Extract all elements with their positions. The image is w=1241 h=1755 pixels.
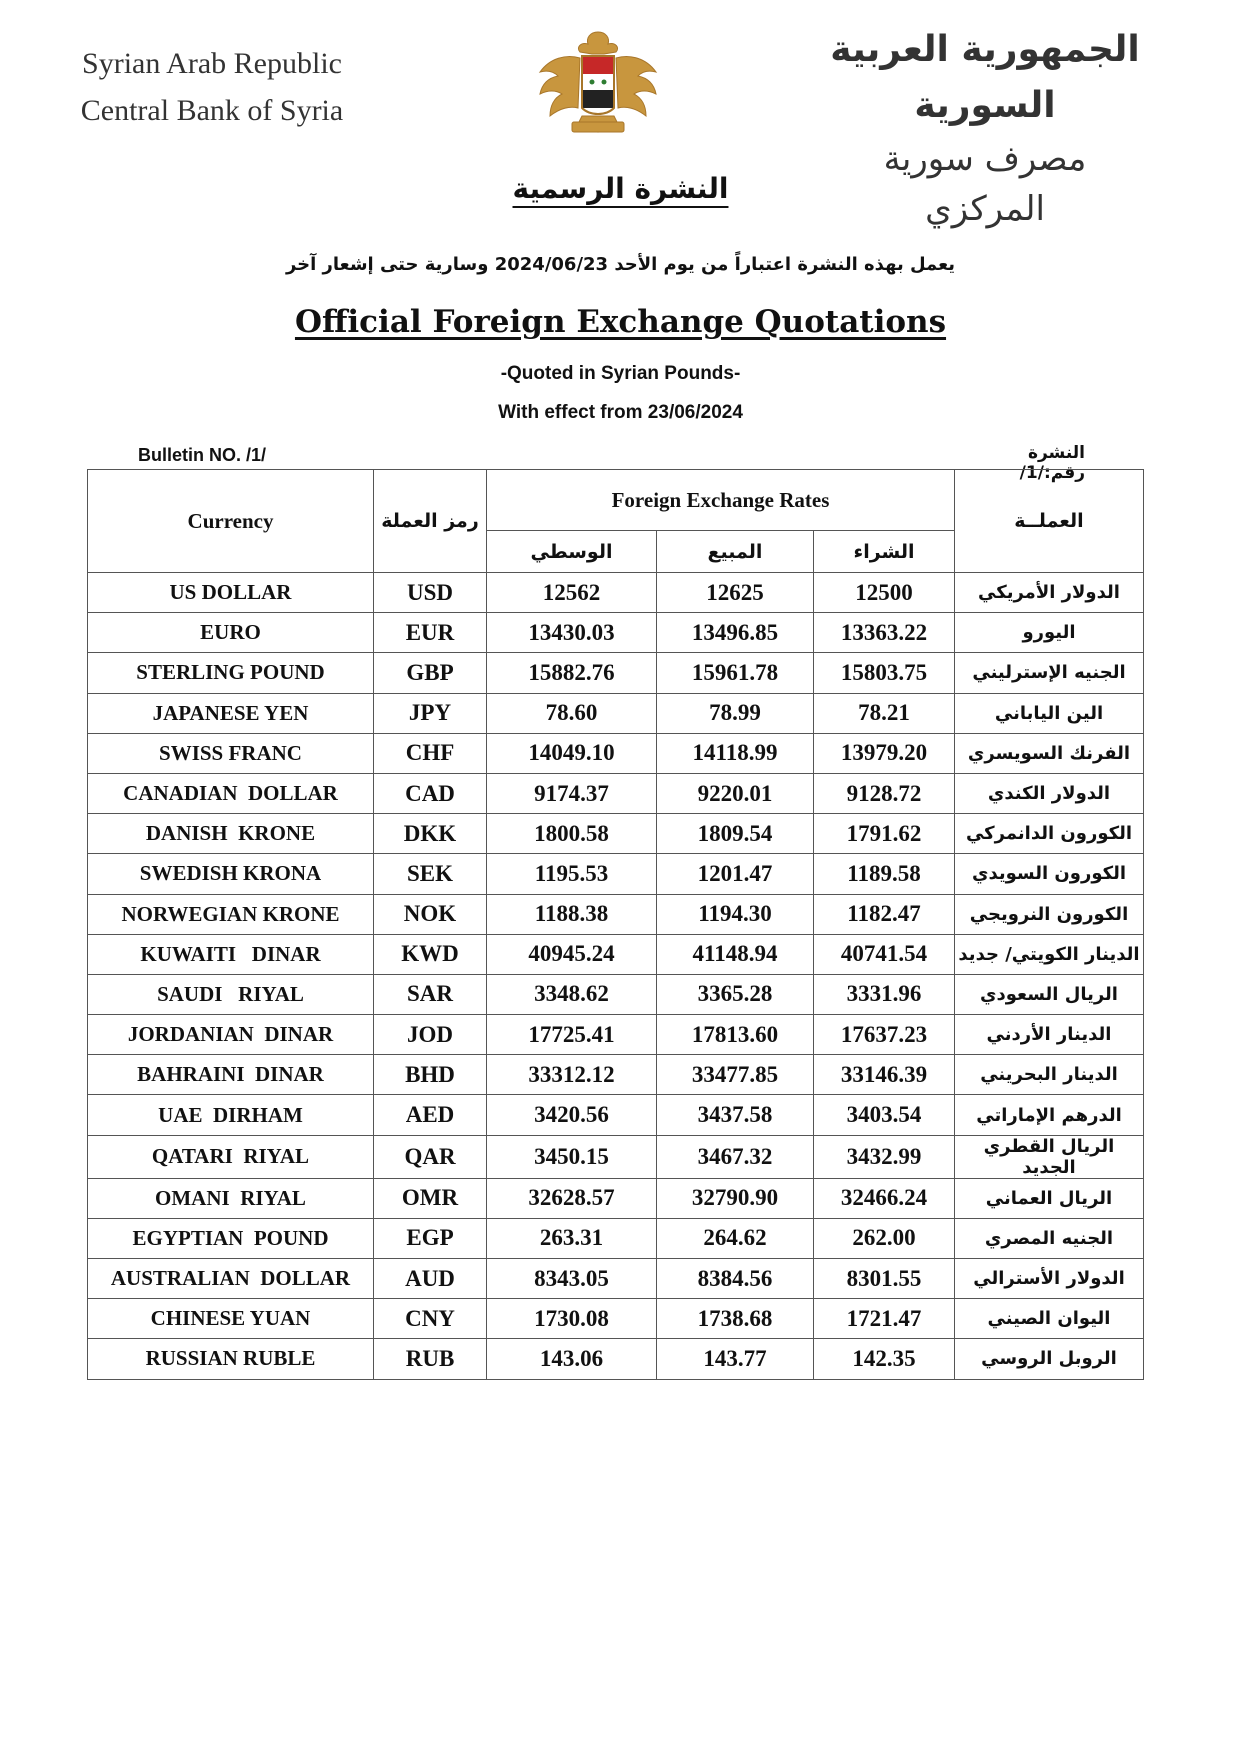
currency-name-ar-cell: الدينار الكويتي/ جديد xyxy=(955,934,1144,974)
currency-name-ar-cell: اليورو xyxy=(955,613,1144,653)
currency-name-cell: JORDANIAN DINAR xyxy=(88,1015,374,1055)
currency-name-ar-cell: الدرهم الإماراتي xyxy=(955,1095,1144,1135)
currency-name-ar-cell: الكورون الدانمركي xyxy=(955,814,1144,854)
currency-code-cell: BHD xyxy=(374,1055,487,1095)
middle-rate-cell: 78.60 xyxy=(487,693,657,733)
buy-rate-cell: 8301.55 xyxy=(814,1259,955,1299)
currency-code-cell: EUR xyxy=(374,613,487,653)
sell-rate-cell: 264.62 xyxy=(657,1218,814,1258)
buy-rate-cell: 1189.58 xyxy=(814,854,955,894)
middle-rate-cell: 12562 xyxy=(487,573,657,613)
middle-rate-cell: 3450.15 xyxy=(487,1135,657,1178)
middle-rate-cell: 14049.10 xyxy=(487,733,657,773)
arabic-title: النشرة الرسمية xyxy=(512,172,729,205)
buy-rate-cell: 1791.62 xyxy=(814,814,955,854)
buy-rate-cell: 3331.96 xyxy=(814,974,955,1014)
currency-name-ar-cell: الدينار البحريني xyxy=(955,1055,1144,1095)
middle-rate-cell: 1195.53 xyxy=(487,854,657,894)
quoted-currency-note: -Quoted in Syrian Pounds- xyxy=(500,363,741,384)
buy-rate-cell: 17637.23 xyxy=(814,1015,955,1055)
currency-name-cell: SAUDI RIYAL xyxy=(88,974,374,1014)
sell-rate-cell: 143.77 xyxy=(657,1339,814,1379)
buy-rate-cell: 40741.54 xyxy=(814,934,955,974)
middle-rate-cell: 32628.57 xyxy=(487,1178,657,1218)
currency-name-ar-cell: الكورون السويدي xyxy=(955,854,1144,894)
country-name-en: Syrian Arab Republic xyxy=(82,47,342,80)
table-row xyxy=(88,1299,1144,1339)
middle-rate-cell: 15882.76 xyxy=(487,653,657,693)
currency-name-cell: QATARI RIYAL xyxy=(88,1135,374,1178)
buy-rate-cell: 262.00 xyxy=(814,1218,955,1258)
buy-rate-cell: 3403.54 xyxy=(814,1095,955,1135)
sell-rate-cell: 9220.01 xyxy=(657,773,814,813)
sell-rate-cell: 3467.32 xyxy=(657,1135,814,1178)
currency-code-cell: EGP xyxy=(374,1218,487,1258)
table-row xyxy=(88,1015,1144,1055)
currency-name-cell: STERLING POUND xyxy=(88,653,374,693)
bulletin-number-en: Bulletin NO. /1/ xyxy=(138,445,267,465)
middle-rate-cell: 33312.12 xyxy=(487,1055,657,1095)
currency-header: Currency xyxy=(88,470,374,573)
middle-rate-cell: 1800.58 xyxy=(487,814,657,854)
buy-rate-cell: 12500 xyxy=(814,573,955,613)
rates-group-header: Foreign Exchange Rates xyxy=(487,470,955,531)
currency-name-ar-cell: اليوان الصيني xyxy=(955,1299,1144,1339)
bank-name-ar: مصرف سورية المركزي xyxy=(883,139,1087,229)
middle-rate-cell: 263.31 xyxy=(487,1218,657,1258)
currency-code-cell: DKK xyxy=(374,814,487,854)
buy-rate-cell: 32466.24 xyxy=(814,1178,955,1218)
currency-name-ar-cell: الدولار الكندي xyxy=(955,773,1144,813)
currency-header-ar: العملــة xyxy=(955,470,1144,573)
sell-rate-cell: 78.99 xyxy=(657,693,814,733)
buy-rate-cell: 15803.75 xyxy=(814,653,955,693)
country-name-ar: الجمهورية العربية السورية xyxy=(830,29,1140,126)
currency-code-cell: USD xyxy=(374,573,487,613)
sell-rate-cell: 8384.56 xyxy=(657,1259,814,1299)
table-row xyxy=(88,1178,1144,1218)
middle-rate-cell: 40945.24 xyxy=(487,934,657,974)
table-row xyxy=(88,1259,1144,1299)
currency-name-cell: UAE DIRHAM xyxy=(88,1095,374,1135)
buy-rate-cell: 3432.99 xyxy=(814,1135,955,1178)
bulletin-number-ar: النشرة رقم:/1/ xyxy=(1019,443,1085,483)
currency-code-cell: AUD xyxy=(374,1259,487,1299)
table-row xyxy=(88,854,1144,894)
table-row xyxy=(88,814,1144,854)
buy-rate-cell: 78.21 xyxy=(814,693,955,733)
currency-name-ar-cell: الدينار الأردني xyxy=(955,1015,1144,1055)
sell-rate-cell: 1809.54 xyxy=(657,814,814,854)
middle-rate-cell: 1730.08 xyxy=(487,1299,657,1339)
buy-rate-cell: 13363.22 xyxy=(814,613,955,653)
buy-rate-cell: 33146.39 xyxy=(814,1055,955,1095)
currency-name-cell: DANISH KRONE xyxy=(88,814,374,854)
currency-name-ar-cell: الين الياباني xyxy=(955,693,1144,733)
buy-rate-header: الشراء xyxy=(814,531,955,573)
table-row xyxy=(88,773,1144,813)
currency-name-ar-cell: الدولار الأمريكي xyxy=(955,573,1144,613)
table-row xyxy=(88,733,1144,773)
middle-rate-cell: 8343.05 xyxy=(487,1259,657,1299)
middle-rate-cell: 17725.41 xyxy=(487,1015,657,1055)
middle-rate-cell: 143.06 xyxy=(487,1339,657,1379)
currency-code-cell: RUB xyxy=(374,1339,487,1379)
currency-code-cell: CNY xyxy=(374,1299,487,1339)
middle-rate-cell: 1188.38 xyxy=(487,894,657,934)
sell-rate-cell: 3437.58 xyxy=(657,1095,814,1135)
sell-rate-header: المبيع xyxy=(657,531,814,573)
middle-rate-cell: 3420.56 xyxy=(487,1095,657,1135)
middle-rate-header: الوسطي xyxy=(487,531,657,573)
english-title: Official Foreign Exchange Quotations xyxy=(294,304,947,340)
table-row xyxy=(88,1095,1144,1135)
currency-name-cell: BAHRAINI DINAR xyxy=(88,1055,374,1095)
sell-rate-cell: 33477.85 xyxy=(657,1055,814,1095)
code-header-ar: رمز العملة xyxy=(374,470,487,573)
currency-name-cell: EGYPTIAN POUND xyxy=(88,1218,374,1258)
currency-name-cell: RUSSIAN RUBLE xyxy=(88,1339,374,1379)
currency-name-ar-cell: الجنيه الإسترليني xyxy=(955,653,1144,693)
sell-rate-cell: 1194.30 xyxy=(657,894,814,934)
currency-name-cell: OMANI RIYAL xyxy=(88,1178,374,1218)
exchange-rates-table xyxy=(87,469,1144,1380)
currency-code-cell: AED xyxy=(374,1095,487,1135)
sell-rate-cell: 12625 xyxy=(657,573,814,613)
sell-rate-cell: 32790.90 xyxy=(657,1178,814,1218)
currency-name-ar-cell: الفرنك السويسري xyxy=(955,733,1144,773)
currency-code-cell: OMR xyxy=(374,1178,487,1218)
currency-name-ar-cell: الجنيه المصري xyxy=(955,1218,1144,1258)
sell-rate-cell: 17813.60 xyxy=(657,1015,814,1055)
sell-rate-cell: 3365.28 xyxy=(657,974,814,1014)
currency-name-ar-cell: الكورون النرويجي xyxy=(955,894,1144,934)
table-row xyxy=(88,613,1144,653)
buy-rate-cell: 142.35 xyxy=(814,1339,955,1379)
table-row xyxy=(88,693,1144,733)
currency-name-cell: CANADIAN DOLLAR xyxy=(88,773,374,813)
table-row xyxy=(88,934,1144,974)
currency-code-cell: JOD xyxy=(374,1015,487,1055)
sell-rate-cell: 15961.78 xyxy=(657,653,814,693)
middle-rate-cell: 9174.37 xyxy=(487,773,657,813)
currency-name-ar-cell: الريال العماني xyxy=(955,1178,1144,1218)
syrian-eagle-emblem-icon xyxy=(536,24,660,136)
currency-name-cell: SWEDISH KRONA xyxy=(88,854,374,894)
table-row xyxy=(88,1135,1144,1178)
bank-name-english xyxy=(62,40,362,134)
currency-name-ar-cell: الدولار الأسترالي xyxy=(955,1259,1144,1299)
currency-name-cell: AUSTRALIAN DOLLAR xyxy=(88,1259,374,1299)
sell-rate-cell: 41148.94 xyxy=(657,934,814,974)
currency-code-cell: SAR xyxy=(374,974,487,1014)
table-row xyxy=(88,974,1144,1014)
buy-rate-cell: 9128.72 xyxy=(814,773,955,813)
bank-name-en: Central Bank of Syria xyxy=(80,94,344,127)
table-row xyxy=(88,1218,1144,1258)
sell-rate-cell: 14118.99 xyxy=(657,733,814,773)
sell-rate-cell: 1201.47 xyxy=(657,854,814,894)
currency-name-ar-cell: الريال القطري الجديد xyxy=(955,1135,1144,1178)
currency-code-cell: JPY xyxy=(374,693,487,733)
buy-rate-cell: 1721.47 xyxy=(814,1299,955,1339)
table-row xyxy=(88,653,1144,693)
currency-code-cell: CHF xyxy=(374,733,487,773)
currency-code-cell: GBP xyxy=(374,653,487,693)
sell-rate-cell: 1738.68 xyxy=(657,1299,814,1339)
table-row xyxy=(88,1339,1144,1379)
currency-name-cell: US DOLLAR xyxy=(88,573,374,613)
currency-name-cell: JAPANESE YEN xyxy=(88,693,374,733)
middle-rate-cell: 3348.62 xyxy=(487,974,657,1014)
buy-rate-cell: 1182.47 xyxy=(814,894,955,934)
middle-rate-cell: 13430.03 xyxy=(487,613,657,653)
currency-name-ar-cell: الريال السعودي xyxy=(955,974,1144,1014)
currency-name-cell: CHINESE YUAN xyxy=(88,1299,374,1339)
currency-name-cell: EURO xyxy=(88,613,374,653)
currency-code-cell: QAR xyxy=(374,1135,487,1178)
currency-name-cell: SWISS FRANC xyxy=(88,733,374,773)
currency-name-ar-cell: الروبل الروسي xyxy=(955,1339,1144,1379)
sell-rate-cell: 13496.85 xyxy=(657,613,814,653)
rates-table-body xyxy=(88,573,1144,1380)
table-row xyxy=(88,573,1144,613)
currency-code-cell: NOK xyxy=(374,894,487,934)
buy-rate-cell: 13979.20 xyxy=(814,733,955,773)
currency-name-cell: NORWEGIAN KRONE xyxy=(88,894,374,934)
table-row xyxy=(88,1055,1144,1095)
currency-code-cell: KWD xyxy=(374,934,487,974)
currency-name-cell: KUWAITI DINAR xyxy=(88,934,374,974)
currency-code-cell: SEK xyxy=(374,854,487,894)
table-row xyxy=(88,894,1144,934)
arabic-effective-notice: يعمل بهذه النشرة اعتباراً من يوم الأحد 2024/06/23 وسارية حتى إشعار آخر xyxy=(285,254,956,275)
effective-date: With effect from 23/06/2024 xyxy=(498,402,743,423)
currency-code-cell: CAD xyxy=(374,773,487,813)
